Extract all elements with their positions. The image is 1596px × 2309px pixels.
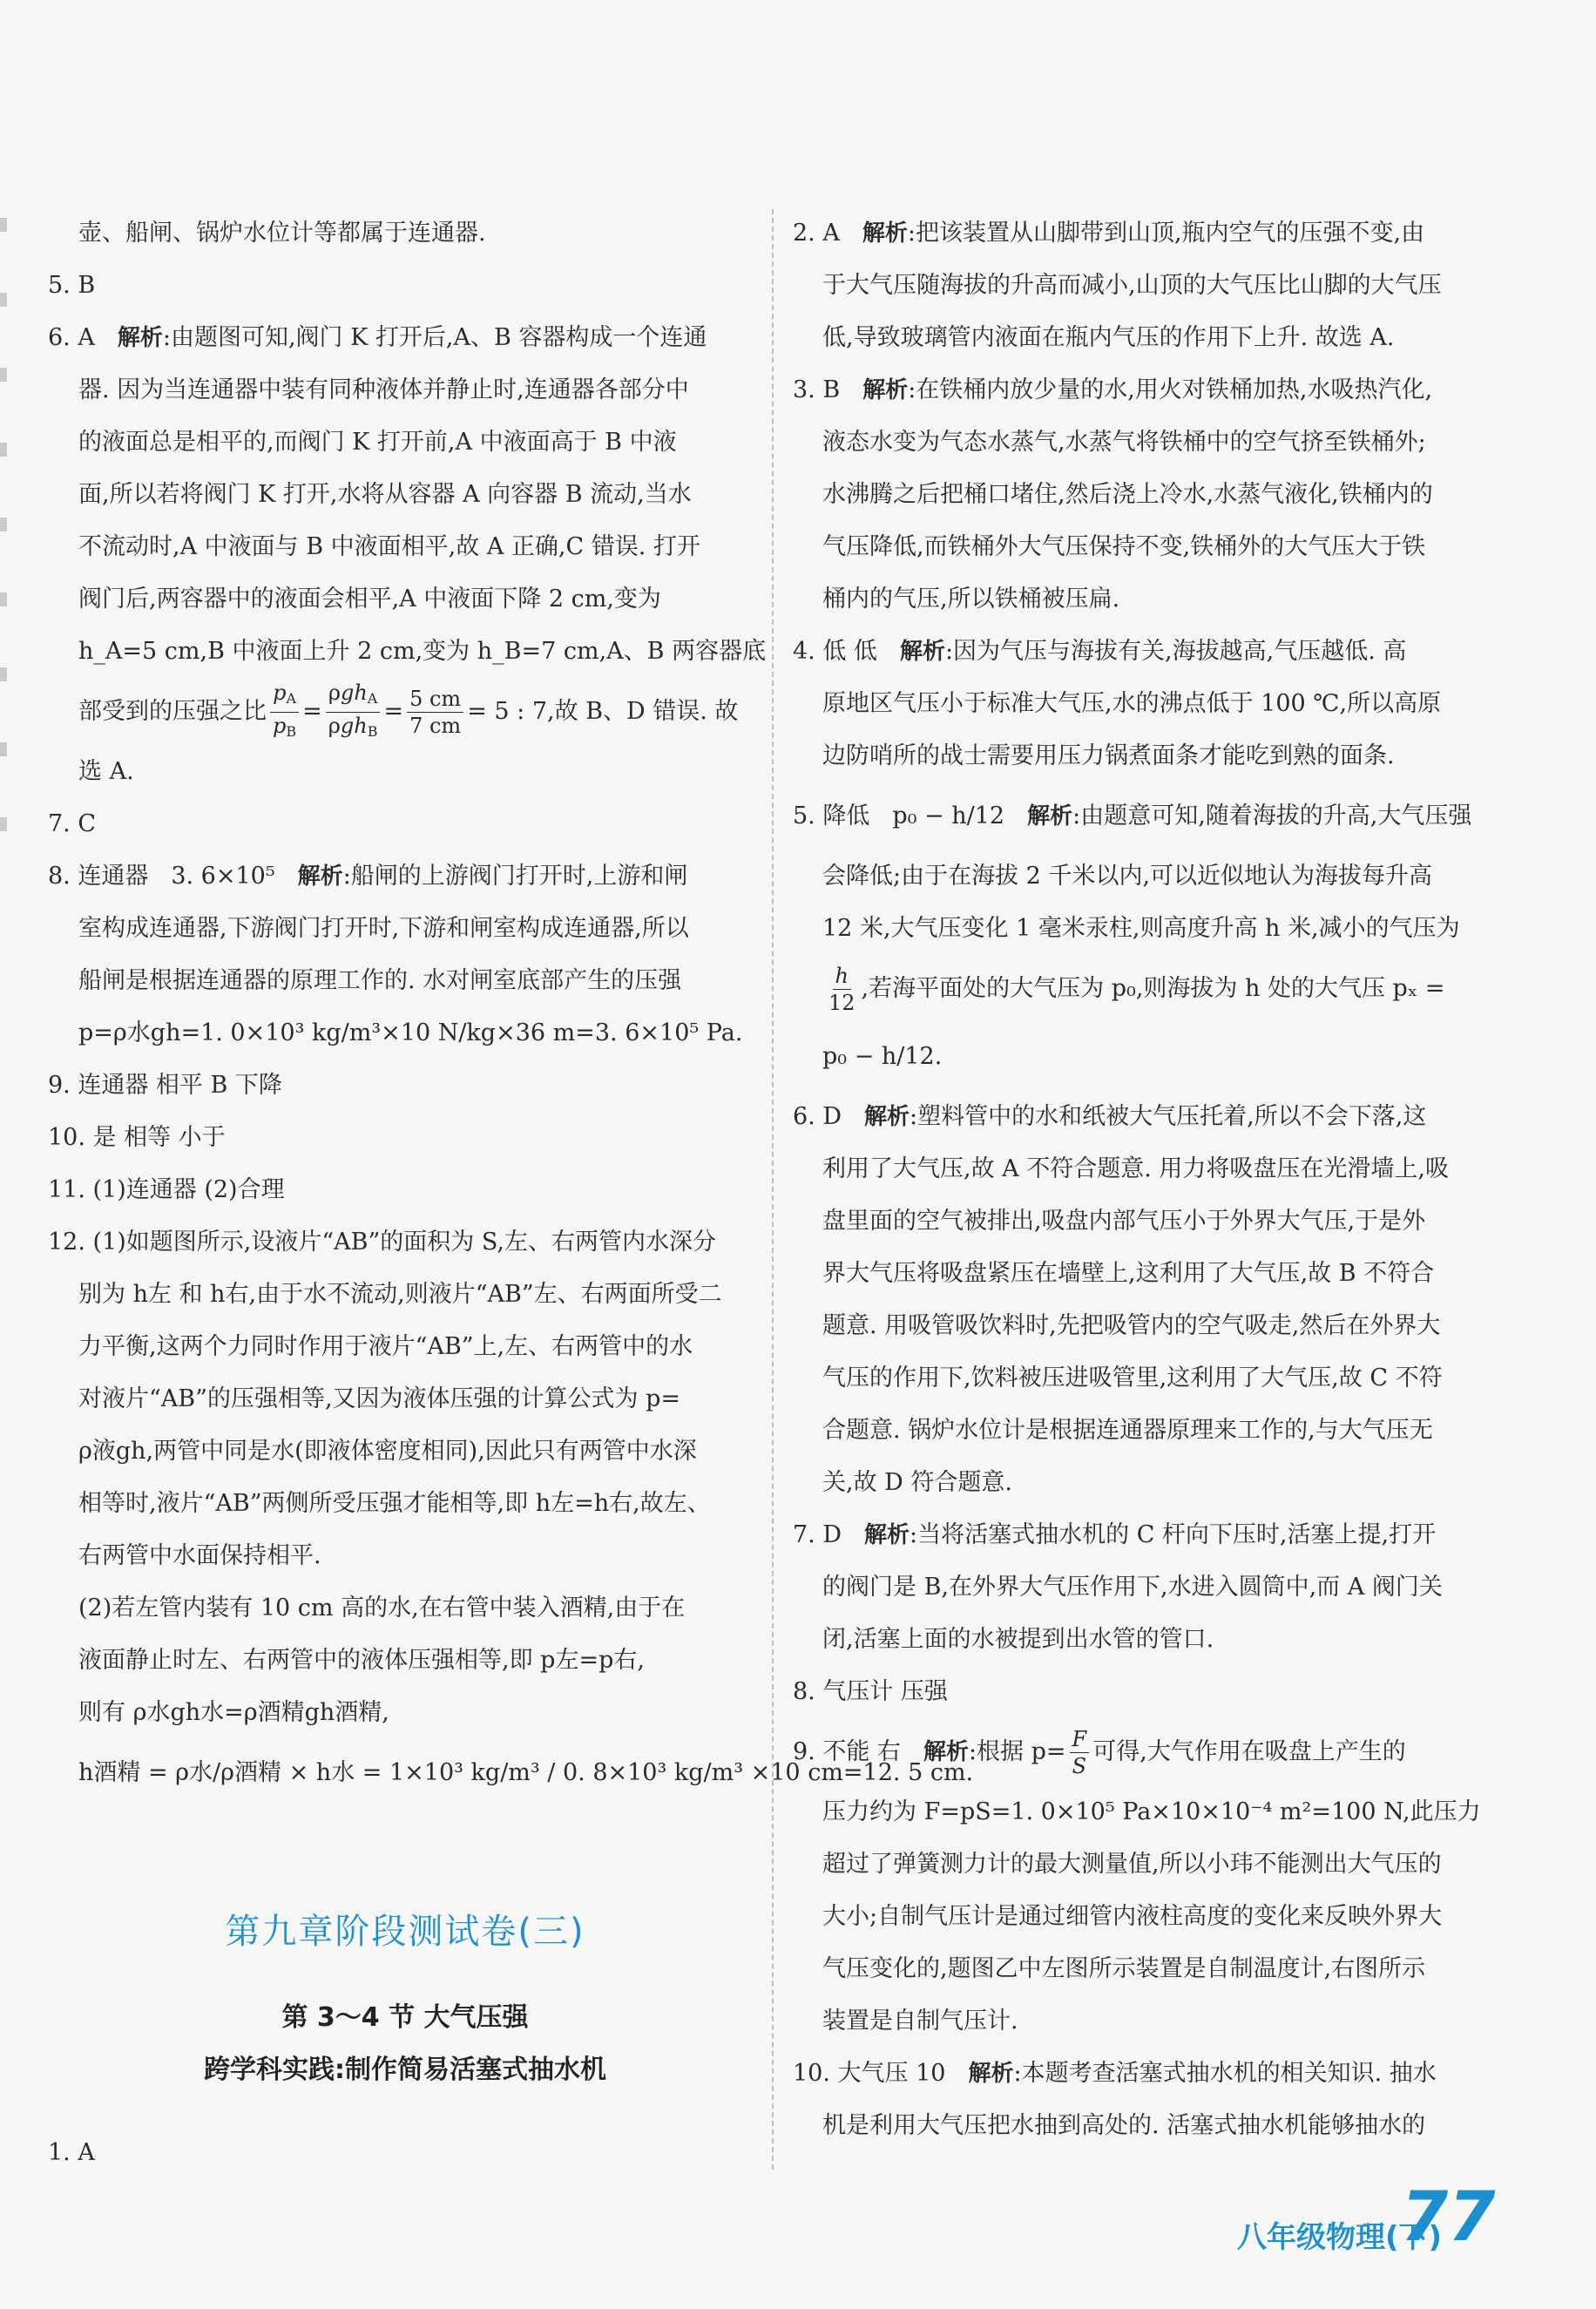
- column-divider: [772, 209, 774, 2170]
- ratio-fraction-3: $\frac{5 cm}{7 cm}$: [407, 686, 463, 739]
- binding-edge-marks: [0, 218, 12, 915]
- answer-12: 12. (1)如题图所示,设液片“AB”的面积为 S,左、右两管内水深分 别为 h左 和 h右,由于水不流动,则液片“AB”左、右两面所受二 力平衡,这两个力同时作用于液片“AB”上,左、右两管中的水 对液片“AB”的压强相等,又因为液体压强的计算公式为 p= ρ液gh,两管中同是水(即液体密度相同),因此只有两管中水深 相等时,液片“AB”两侧所受压强才能相等,即 h左=h右,故左、 右两管中水面保持相平. (2)若左管内装有 10 cm 高的水,在右管中装入酒精,由于在 液面静止时左、右两管中的液体压强相等,即 p左=p右, 则有 ρ水gh水=ρ酒精gh酒精, h酒精 = ρ水/ρ酒精 × h水 = 1×10³ kg/m³ / 0. 8×10³ kg/m³ ×10 cm=12. 5 cm.: [48, 1216, 762, 1807]
- analysis-label: 解析: [864, 1104, 910, 1130]
- page-number: 77: [1401, 2178, 1496, 2257]
- analysis-label: 解析: [968, 2061, 1014, 2087]
- answer-1-new-test: 1. A: [48, 2139, 95, 2166]
- analysis-label: 解析: [899, 639, 945, 665]
- right-column: [793, 207, 1495, 2152]
- analysis-label: 解析: [862, 220, 908, 247]
- q4-continuation: 壶、船闸、锅炉水位计等都属于连通器.: [78, 220, 486, 247]
- answer-r2: 2. A 解析:把该装置从山脚带到山顶,瓶内空气的压强不变,由 于大气压随海拔的升高而减小,山顶的大气压比山脚的大气压 低,导致玻璃管内液面在瓶内气压的作用下上升. 故选 A.: [793, 220, 1442, 351]
- answer-r5: 5. 降低 p₀ − h/12 解析:由题意可知,随着海拔的升高,大气压强 会降低;由于在海拔 2 千米以内,可以近似地认为海拔每升高 12 米,大气压变化 1 毫米汞柱,则高度升高 h 米,减小的气压为 $\frac{h}{12}$ ,若海平面处的大气压为 p₀,则海拔为 h 处的大气压 pₓ = p₀ − h/12.: [793, 802, 1472, 1070]
- answer-5: 5. B: [48, 272, 96, 299]
- answer-7: 7. C: [48, 810, 97, 837]
- answer-8: 8. 连通器 3. 6×10⁵ 解析:船闸的上游阀门打开时,上游和闸 室构成连通器,下游阀门打开时,下游和闸室构成连通器,所以 船闸是根据连通器的原理工作的. 水对闸室底部产生的压强 p=ρ水gh=1. 0×10³ kg/m³×10 N/kg×36 m=3. 6×10⁵ Pa.: [48, 863, 743, 1046]
- section-subtitle: 跨学科实践:制作简易活塞式抽水机: [204, 2055, 606, 2085]
- analysis-label: 解析: [864, 1522, 910, 1548]
- alcohol-height-formula: h酒精 = ρ水/ρ酒精 × h水 = 1×10³ kg/m³ / 0. 8×10³ kg/m³ ×10 cm=12. 5 cm.: [78, 1759, 974, 1786]
- answer-10: 10. 是 相等 小于: [48, 1124, 226, 1151]
- ratio-fraction-1: $\frac{p_A}{p_B}$: [270, 680, 299, 745]
- analysis-label: 解析: [1027, 803, 1073, 829]
- analysis-label: 解析: [297, 863, 343, 890]
- ratio-fraction-2: $\frac{\rho gh_A}{\rho gh_B}$: [326, 680, 381, 745]
- answer-expression: p₀ − h/12: [892, 802, 1005, 829]
- analysis-label: 解析: [862, 377, 909, 403]
- analysis-label: 解析: [923, 1739, 969, 1765]
- section-title: 第 3～4 节 大气压强: [281, 2002, 529, 2033]
- h-over-12-fraction: $\frac{h}{12}$: [828, 964, 855, 1015]
- f-over-s-fraction: $\frac{F}{S}$: [1070, 1726, 1090, 1779]
- footer-book-title: 八年级物理(下): [1237, 2220, 1443, 2255]
- answer-11: 11. (1)连通器 (2)合理: [48, 1176, 285, 1203]
- answer-r4: 4. 低 低 解析:因为气压与海拔有关,海拔越高,气压越低. 高 原地区气压小于标准大气压,水的沸点低于 100 ℃,所以高原 边防哨所的战士需要用压力锅煮面条才能吃到熟的面条.: [793, 638, 1442, 769]
- answer-r9: 9. 不能 右 解析:根据 p= $\frac{F}{S}$ 可得,大气作用在吸盘上产生的 压力约为 F=pS=1. 0×10⁵ Pa×10×10⁻⁴ m²=100 N,此压力 超过了弹簧测力计的最大测量值,所以小玮不能测出大气压的 大小;自制气压计是通过细管内液柱高度的变化来反映外界大 气压变化的,题图乙中左图所示装置是自制温度计,右图所示 装置是自制气压计.: [793, 1727, 1481, 2035]
- answer-9: 9. 连通器 相平 B 下降: [48, 1072, 282, 1099]
- answer-6: 6. A 解析:由题图可知,阀门 K 打开后,A、B 容器构成一个连通 器. 因为当连通器中装有同种液体并静止时,连通器各部分中 的液面总是相平的,而阀门 K 打开前,A 中液面高于 B 中液 面,所以若将阀门 K 打开,水将从容器 A 向容器 B 流动,当水 不流动时,A 中液面与 B 中液面相平,故 A 正确,C 错误. 打开 阀门后,两容器中的液面会相平,A 中液面下降 2 cm,变为 h_A=5 cm,B 中液面上升 2 cm,变为 h_B=7 cm,A、B 两容器底 部受到的压强之比 $\frac{p_A}{p_B}$ = $\frac{\rho gh_A}{\rho gh_B}$ = $\frac{5 cm}{7 cm}$ = 5 : 7,故 B、D 错误. 故 选 A.: [48, 324, 767, 785]
- answer-r3: 3. B 解析:在铁桶内放少量的水,用火对铁桶加热,水吸热汽化, 液态水变为气态水蒸气,水蒸气将铁桶中的空气挤至铁桶外; 水沸腾之后把桶口堵住,然后浇上冷水,水蒸气液化,铁桶内的 气压降低,而铁桶外大气压保持不变,铁桶外的大气压大于铁 桶内的气压,所以铁桶被压扁.: [793, 376, 1433, 613]
- analysis-label: 解析: [117, 325, 163, 351]
- answer-r8: 8. 气压计 压强: [793, 1678, 948, 1705]
- answer-r10: 10. 大气压 10 解析:本题考查活塞式抽水机的相关知识. 抽水 机是利用大气压把水抽到高处的. 活塞式抽水机能够抽水的: [793, 2060, 1437, 2139]
- chapter-title: 第九章阶段测试卷(三): [225, 1912, 585, 1952]
- answer-r6: 6. D 解析:塑料管中的水和纸被大气压托着,所以不会下落,这 利用了大气压,故 A 不符合题意. 用力将吸盘压在光滑墙上,吸 盘里面的空气被排出,吸盘内部气压小于外界大气压,于是外 界大气压将吸盘紧压在墙壁上,这利用了大气压,故 B 不符合 题意. 用吸管吸饮料时,先把吸管内的空气吸走,然后在外界大 气压的作用下,饮料被压进吸管里,这利用了大气压,故 C 不符 合题意. 锅炉水位计是根据连通器原理来工作的,与大气压无 关,故 D 符合题意.: [793, 1103, 1449, 1496]
- answer-r7: 7. D 解析:当将活塞式抽水机的 C 杆向下压时,活塞上提,打开 的阀门是 B,在外界大气压作用下,水进入圆筒中,而 A 阀门关 闭,活塞上面的水被提到出水管的管口.: [793, 1521, 1443, 1653]
- pressure-ratio-line: 部受到的压强之比 $\frac{p_A}{p_B}$ = $\frac{\rho gh_A}{\rho gh_B}$ = $\frac{5 cm}{7 cm}$ = 5 : 7,故 B、D 错误. 故: [48, 678, 762, 746]
